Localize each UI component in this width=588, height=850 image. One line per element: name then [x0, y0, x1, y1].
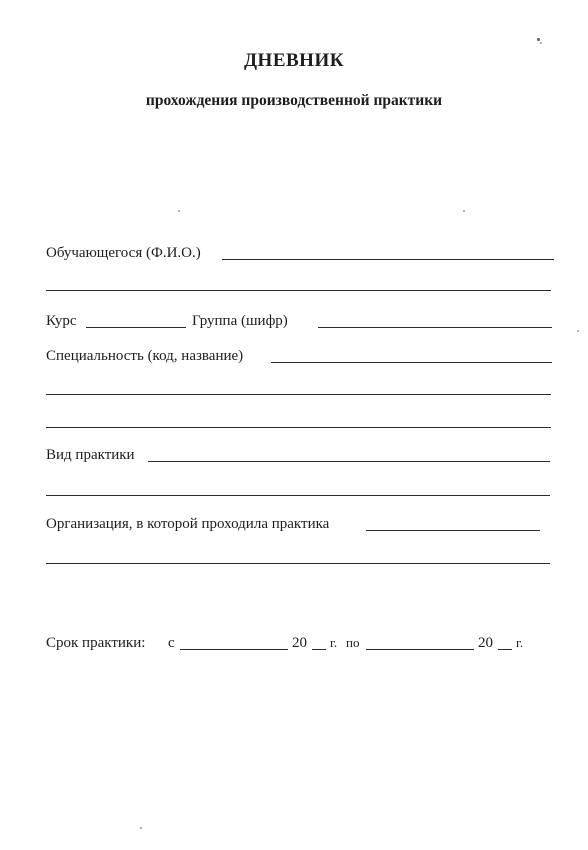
period-start-year-prefix: 20 — [292, 635, 307, 651]
scan-speck — [463, 210, 465, 212]
course-label: Курс — [46, 313, 77, 329]
organization-label: Организация, в которой проходила практика — [46, 516, 330, 532]
period-end-year-suffix: г. — [516, 635, 524, 650]
scan-speck — [140, 827, 142, 829]
period-from-label: с — [168, 635, 175, 651]
period-end-year-field[interactable] — [498, 633, 512, 650]
specialty-field-line-3[interactable] — [46, 411, 551, 428]
practice-type-row — [46, 442, 550, 464]
organization-field[interactable] — [366, 514, 540, 531]
course-group-row — [46, 308, 552, 330]
practice-type-field-continued[interactable] — [46, 479, 550, 496]
scan-speck — [537, 38, 540, 41]
period-start-year-suffix: г. — [330, 635, 338, 650]
specialty-label: Специальность (код, название) — [46, 348, 244, 364]
period-row — [46, 630, 546, 652]
student-label: Обучающегося (Ф.И.О.) — [46, 245, 201, 261]
group-field[interactable] — [318, 311, 552, 328]
organization-row — [46, 511, 540, 533]
practice-type-label: Вид практики — [46, 447, 135, 463]
period-to-label: по — [346, 635, 360, 650]
course-field[interactable] — [86, 311, 186, 328]
organization-field-continued[interactable] — [46, 547, 550, 564]
period-end-year-prefix: 20 — [478, 635, 493, 651]
practice-type-field[interactable] — [148, 445, 550, 462]
specialty-field-line-2[interactable] — [46, 378, 551, 395]
period-start-year-field[interactable] — [312, 633, 326, 650]
student-name-field[interactable] — [222, 243, 554, 260]
scan-speck — [540, 42, 542, 44]
scan-speck — [577, 330, 579, 332]
page-subtitle: прохождения производственной практики — [145, 92, 443, 109]
student-row — [46, 240, 554, 262]
period-end-date-field[interactable] — [366, 633, 474, 650]
specialty-row — [46, 343, 552, 365]
period-label: Срок практики: — [46, 635, 146, 651]
student-name-field-continued[interactable] — [46, 274, 551, 291]
period-start-date-field[interactable] — [180, 633, 288, 650]
specialty-field[interactable] — [271, 346, 552, 363]
scan-speck — [178, 210, 180, 212]
page-title: ДНЕВНИК — [243, 50, 345, 71]
group-label: Группа (шифр) — [192, 313, 288, 329]
